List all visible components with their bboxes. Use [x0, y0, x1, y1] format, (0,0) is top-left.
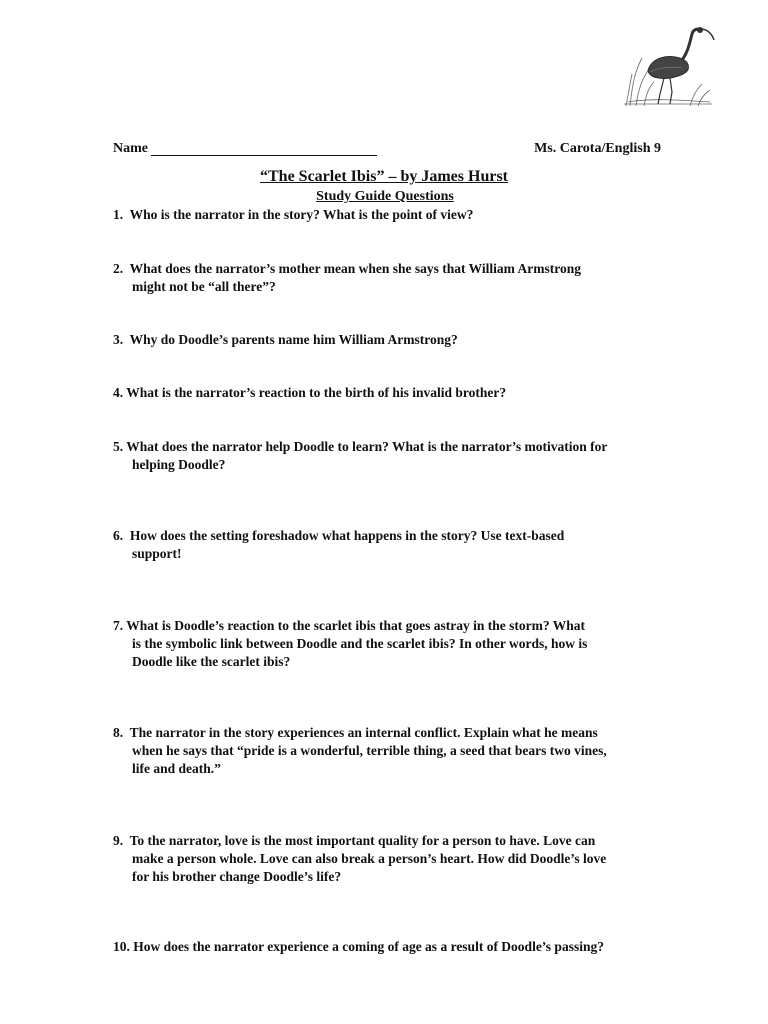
question-number: 10. — [113, 939, 130, 954]
question-number: 3. — [113, 332, 124, 347]
question-text-continued: life and death.” — [132, 761, 221, 776]
question-5 — [113, 438, 693, 474]
question-text: Who is the narrator in the story? What is the point of view? — [129, 207, 474, 222]
ibis-bird-illustration — [620, 18, 716, 108]
question-text-continued: support! — [132, 546, 182, 561]
question-number: 1. — [113, 207, 124, 222]
question-number: 6. — [113, 528, 124, 543]
question-7 — [113, 617, 693, 671]
question-number: 9. — [113, 833, 124, 848]
question-text-continued: make a person whole. Love can also break a person’s heart. How did Doodle’s love — [132, 851, 607, 866]
question-text: What is Doodle’s reaction to the scarlet ibis that goes astray in the storm? What — [126, 618, 585, 633]
document-title: “The Scarlet Ibis” – by James Hurst — [260, 168, 508, 185]
question-text: How does the setting foreshadow what happens in the story? Use text-based — [129, 528, 565, 543]
question-number: 8. — [113, 725, 124, 740]
question-text-continued: might not be “all there”? — [132, 279, 276, 294]
header-row — [113, 141, 663, 161]
question-text: What does the narrator help Doodle to learn? What is the narrator’s motivation for — [126, 439, 608, 454]
question-number: 5. — [113, 439, 124, 454]
question-number: 7. — [113, 618, 124, 633]
question-text: The narrator in the story experiences an internal conflict. Explain what he means — [129, 725, 598, 740]
question-number: 2. — [113, 261, 124, 276]
question-10 — [113, 938, 693, 956]
question-9 — [113, 832, 693, 886]
question-4 — [113, 384, 693, 402]
question-number: 4. — [113, 385, 124, 400]
question-text-continued: when he says that “pride is a wonderful, terrible thing, a seed that bears two vines, — [132, 743, 607, 758]
question-text: How does the narrator experience a coming of age as a result of Doodle’s passing? — [133, 939, 604, 954]
question-text: Why do Doodle’s parents name him William Armstrong? — [129, 332, 458, 347]
question-text-continued: is the symbolic link between Doodle and the scarlet ibis? In other words, how is — [132, 636, 588, 651]
name-label: Name — [113, 141, 148, 156]
question-text: To the narrator, love is the most important quality for a person to have. Love can — [129, 833, 596, 848]
question-text-continued: for his brother change Doodle’s life? — [132, 869, 342, 884]
question-text: What does the narrator’s mother mean when she says that William Armstrong — [129, 261, 582, 276]
question-text: What is the narrator’s reaction to the birth of his invalid brother? — [126, 385, 507, 400]
question-2 — [113, 260, 693, 296]
name-blank-line — [151, 155, 377, 156]
question-text-continued: Doodle like the scarlet ibis? — [132, 654, 291, 669]
question-8 — [113, 724, 693, 778]
question-6 — [113, 527, 693, 563]
question-3 — [113, 331, 693, 349]
question-1 — [113, 206, 693, 224]
document-subtitle: Study Guide Questions — [316, 189, 454, 204]
teacher-class-label: Ms. Carota/English 9 — [534, 141, 661, 156]
question-text-continued: helping Doodle? — [132, 457, 226, 472]
